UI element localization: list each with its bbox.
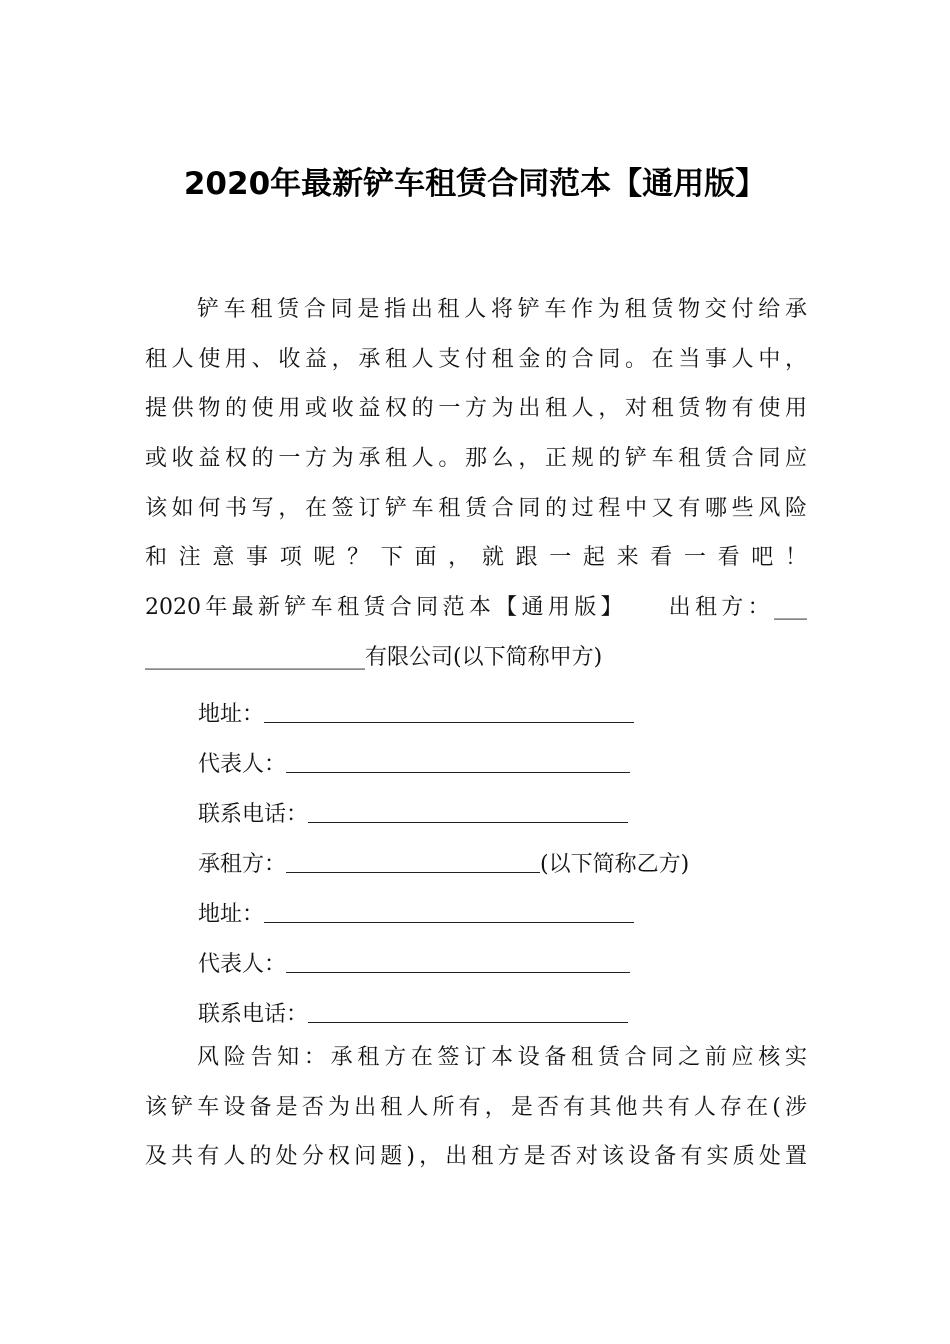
lessee-label: 承租方： [198,852,287,877]
intro-line: 2020年最新铲车租赁合同范本【通用版】 出租方：___ [145,595,807,621]
intro-line: ____________________有限公司(以下简称甲方) [145,644,603,670]
lessor-rep-field [198,747,630,778]
lessor-phone-label: 联系电话： [198,802,309,827]
lessor-rep-blank[interactable] [286,750,630,773]
intro-line: 提供物的使用或收益权的一方为出租人，对租赁物有使用 [145,396,807,422]
lessee-phone-label: 联系电话： [198,1002,309,1027]
lessee-rep-field [198,947,630,978]
lessee-field [198,847,689,878]
lessee-phone-field [198,997,628,1028]
lessor-rep-label: 代表人： [198,752,287,777]
risk-line: 风险告知：承租方在签订本设备租赁合同之前应核实 [197,1045,807,1070]
intro-line: 和注意事项呢？下面，就跟一起来看一看吧！ [145,545,807,571]
lessee-name-blank[interactable] [286,850,540,873]
lessee-address-blank[interactable] [264,900,634,923]
lessor-address-label: 地址： [198,702,265,727]
intro-line: 租人使用、收益，承租人支付租金的合同。在当事人中， [145,346,807,372]
risk-line: 及共有人的处分权问题)，出租方是否对该设备有实质处置 [145,1144,807,1170]
lessee-suffix: (以下简称乙方) [540,852,690,877]
intro-line: 该如何书写，在签订铲车租赁合同的过程中又有哪些风险 [145,495,807,521]
risk-line: 该铲车设备是否为出租人所有，是否有其他共有人存在(涉 [145,1094,807,1120]
risk-paragraph [145,1033,807,1182]
document-title: 2020年最新铲车租赁合同范本【通用版】 [183,166,767,202]
intro-paragraph [145,285,807,683]
lessor-address-field [198,697,634,728]
lessee-phone-blank[interactable] [308,1000,628,1023]
lessee-rep-label: 代表人： [198,952,287,977]
lessor-phone-field [198,797,628,828]
lessor-address-blank[interactable] [264,700,634,723]
lessee-rep-blank[interactable] [286,950,630,973]
lessee-address-label: 地址： [198,902,265,927]
lessor-phone-blank[interactable] [308,800,628,823]
intro-line: 铲车租赁合同是指出租人将铲车作为租赁物交付给承 [197,297,807,322]
lessee-address-field [198,897,634,928]
intro-line: 或收益权的一方为承租人。那么，正规的铲车租赁合同应 [145,446,807,472]
